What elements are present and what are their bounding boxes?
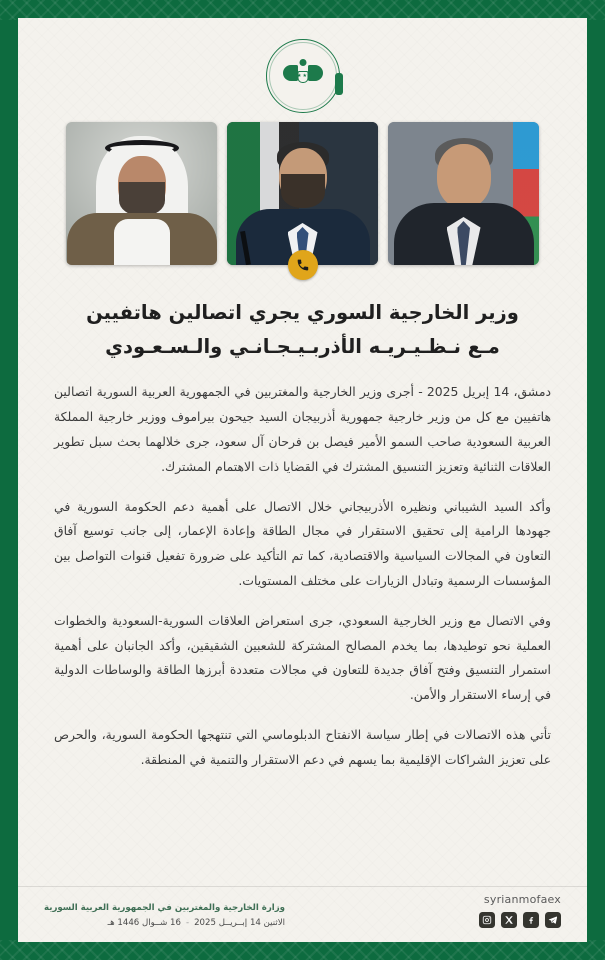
poster-card (18, 18, 587, 942)
facebook-icon[interactable] (523, 912, 539, 928)
headline-line-2: مـع نـظـيـريـه الأذربـيـجـانـي والـسـعـودي (105, 335, 500, 359)
publication-date (44, 918, 285, 928)
eagle-icon: ★★ (283, 59, 323, 93)
date-gregorian: الاثنين 14 إبــريــل 2025 (194, 918, 286, 928)
footer-social-block (479, 893, 561, 928)
social-icons (479, 912, 561, 928)
emblem-inner (280, 53, 326, 99)
paragraph-3: وفي الاتصال مع وزير الخارجية السعودي، جرى استعراض العلاقات السورية-السعودية والخطوات العملية نحو توطيدها، بما يخدم المصالح المشتركة للشعبين الشقيقين، وأكد الجانبان على أهمية استمرار التنسيق وفتح آفاق جديدة للتعاون في مجالات متعددة أبرزها الطاقة والوساطات الدولية في إرساء الاستقرار والأمن. (54, 612, 551, 703)
x-twitter-icon[interactable] (501, 912, 517, 928)
instagram-icon[interactable] (479, 912, 495, 928)
footer (18, 886, 587, 942)
phone-icon (288, 250, 318, 280)
photo-azerbaijan-foreign-minister (388, 122, 539, 265)
date-hijri: 16 شــوال 1446 هـ (107, 918, 181, 928)
page-title (52, 296, 553, 364)
social-handle: syrianmofaex (483, 893, 561, 906)
photo-strip (18, 122, 587, 265)
article-body (54, 380, 551, 886)
organization-name: وزارة الخارجية والمغتربين في الجمهورية العربية السورية (44, 903, 286, 913)
paragraph-1: دمشق، 14 إبريل 2025 - أجرى وزير الخارجية والمغتربين في الجمهورية العربية السورية اتصالين هاتفيين مع كل من وزير خارجية جمهورية أذربيجان السيد جيحون بيراموف ووزير خارجية المملكة العربية السعودية صاحب السمو الأمير فيصل بن فرحان آل سعود، جرى خلالهما بحث سبل تطوير العلاقات الثنائية وتعزيز التنسيق المشترك في القضايا ذات الاهتمام المشترك. (54, 384, 551, 474)
photo-syrian-foreign-minister (227, 122, 378, 265)
frame-pattern-bottom (0, 940, 605, 960)
headline-line-1: وزير الخارجية السوري يجري اتصالين هاتفيين (86, 301, 519, 324)
paragraph-2: وأكد السيد الشيباني ونظيره الأذربيجاني خلال الاتصال على أهمية دعم الحكومة السورية في جهودها الرامية إلى تحقيق الاستقرار في مجال الطاقة وإعادة الإعمار، إلى جانب توسيع آفاق التعاون في المجالات السياسية والاقتصادية، كما تم التأكيد على ضرورة تفعيل قنوات التواصل بين المؤسسات الرسمية وتبادل الزيارات على مختلف المستويات. (54, 498, 551, 588)
date-separator: - (185, 918, 190, 928)
photo-saudi-foreign-minister (66, 122, 217, 265)
paragraph-4: تأتي هذه الاتصالات في إطار سياسة الانفتاح الدبلوماسي التي تنتهجها الحكومة السورية، والحرص على تعزيز الشراكات الإقليمية بما يسهم في دعم الاستقرار والتنمية في المنطقة. (54, 727, 551, 767)
emblem-container (18, 18, 587, 122)
frame-pattern-top (0, 0, 605, 20)
footer-meta-block (44, 903, 285, 928)
telegram-icon[interactable] (545, 912, 561, 928)
syria-state-emblem-icon (266, 39, 340, 113)
